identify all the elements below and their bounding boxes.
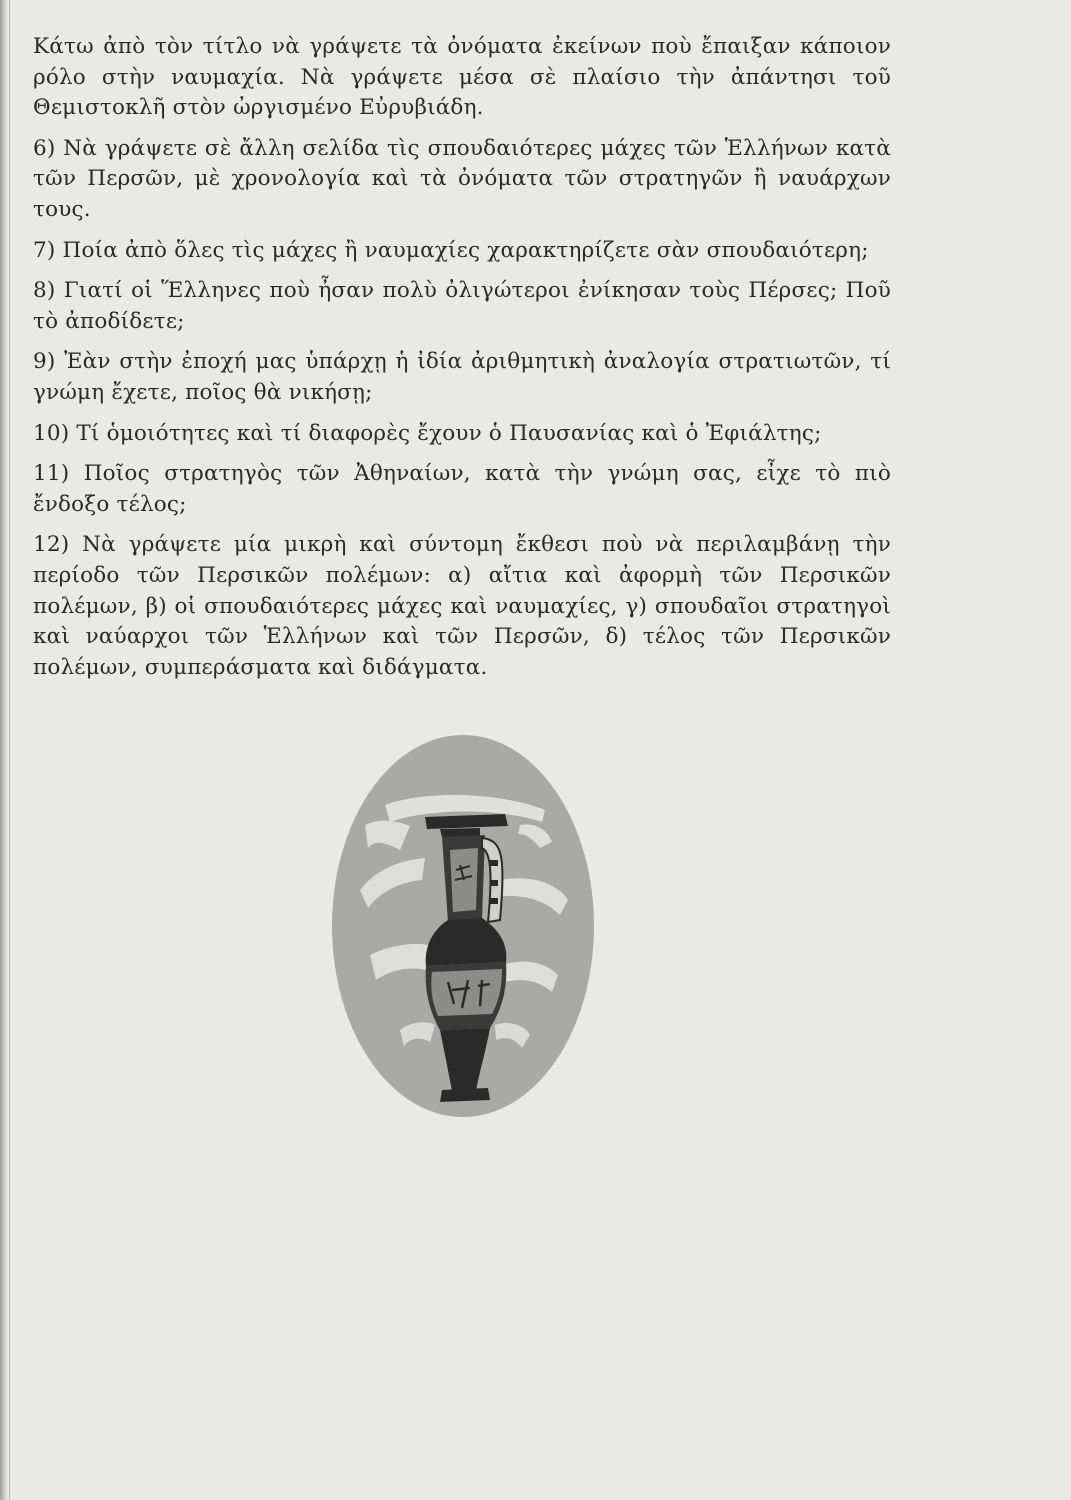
vase-foot xyxy=(440,1088,490,1102)
handle-mark xyxy=(490,880,498,886)
question-10: 10) Τί ὁμοιότητες καὶ τί διαφορὲς ἔχουν ὁ Παυσανίας καὶ ὁ Ἐφιάλτης; xyxy=(33,420,822,446)
question-7: 7) Ποία ἀπὸ ὅλες τὶς μάχες ἢ ναυμαχίες χαρακτηρίζετε σὰν σπουδαιότερη; xyxy=(33,237,869,263)
exercise-text xyxy=(33,32,891,693)
question-6: 6) Νὰ γράψετε σὲ ἄλλη σελίδα τὶς σπουδαιότερες μάχες τῶν Ἑλλήνων κατὰ τῶν Περσῶν, μὲ χρονολογία καὶ τὰ ὀνόματα τῶν στρατηγῶν ἢ ναυάρχων τους. xyxy=(33,135,891,222)
handle-mark xyxy=(490,898,498,904)
handle-mark xyxy=(490,860,498,866)
question-8: 8) Γιατί οἱ Ἕλληνες ποὺ ἦσαν πολὺ ὀλιγώτεροι ἐνίκησαν τοὺς Πέρσες; Ποῦ τὸ ἀποδίδετε; xyxy=(33,278,891,334)
paragraph-intro: Κάτω ἀπὸ τὸν τίτλο νὰ γράψετε τὰ ὀνόματα ἐκείνων ποὺ ἔπαιξαν κάποιον ρόλο στὴν ναυμαχία. Νὰ γράψετε μέσα σὲ πλαίσιο τὴν ἀπάντησι τοῦ Θεμιστοκλῆ στὸν ὠργισμένο Εὐρυβιάδη. xyxy=(33,34,891,121)
question-11: 11) Ποῖος στρατηγὸς τῶν Ἀθηναίων, κατὰ τὴν γνώμη σας, εἶχε τὸ πιὸ ἔνδοξο τέλος; xyxy=(33,461,891,517)
vase-body-panel xyxy=(431,969,502,1016)
question-12: 12) Νὰ γράψετε μία μικρὴ καὶ σύντομη ἔκθεσι ποὺ νὰ περιλαμβάνῃ τὴν περίοδο τῶν Περσικῶν πολέμων: α) αἴτια καὶ ἀφορμὴ τῶν Περσικῶν πολέμων, β) οἱ σπουδαιότερες μάχες καὶ ναυμαχίες, γ) σπουδαῖοι στρατηγοὶ καὶ ναύαρχοι τῶν Ἑλλήνων καὶ τῶν Περσῶν, δ) τέλος τῶν Περσικῶν πολέμων, συμπεράσματα καὶ διδάγματα. xyxy=(33,532,891,680)
vase-illustration xyxy=(330,730,600,1120)
lekythos-vase-icon xyxy=(330,730,600,1120)
page-binding-edge xyxy=(0,0,8,1500)
question-9: 9) Ἐὰν στὴν ἐποχή μας ὑπάρχῃ ἡ ἰδία ἀριθμητικὴ ἀναλογία στρατιωτῶν, τί γνώμη ἔχετε, ποῖος θὰ νικήσῃ; xyxy=(33,349,891,405)
